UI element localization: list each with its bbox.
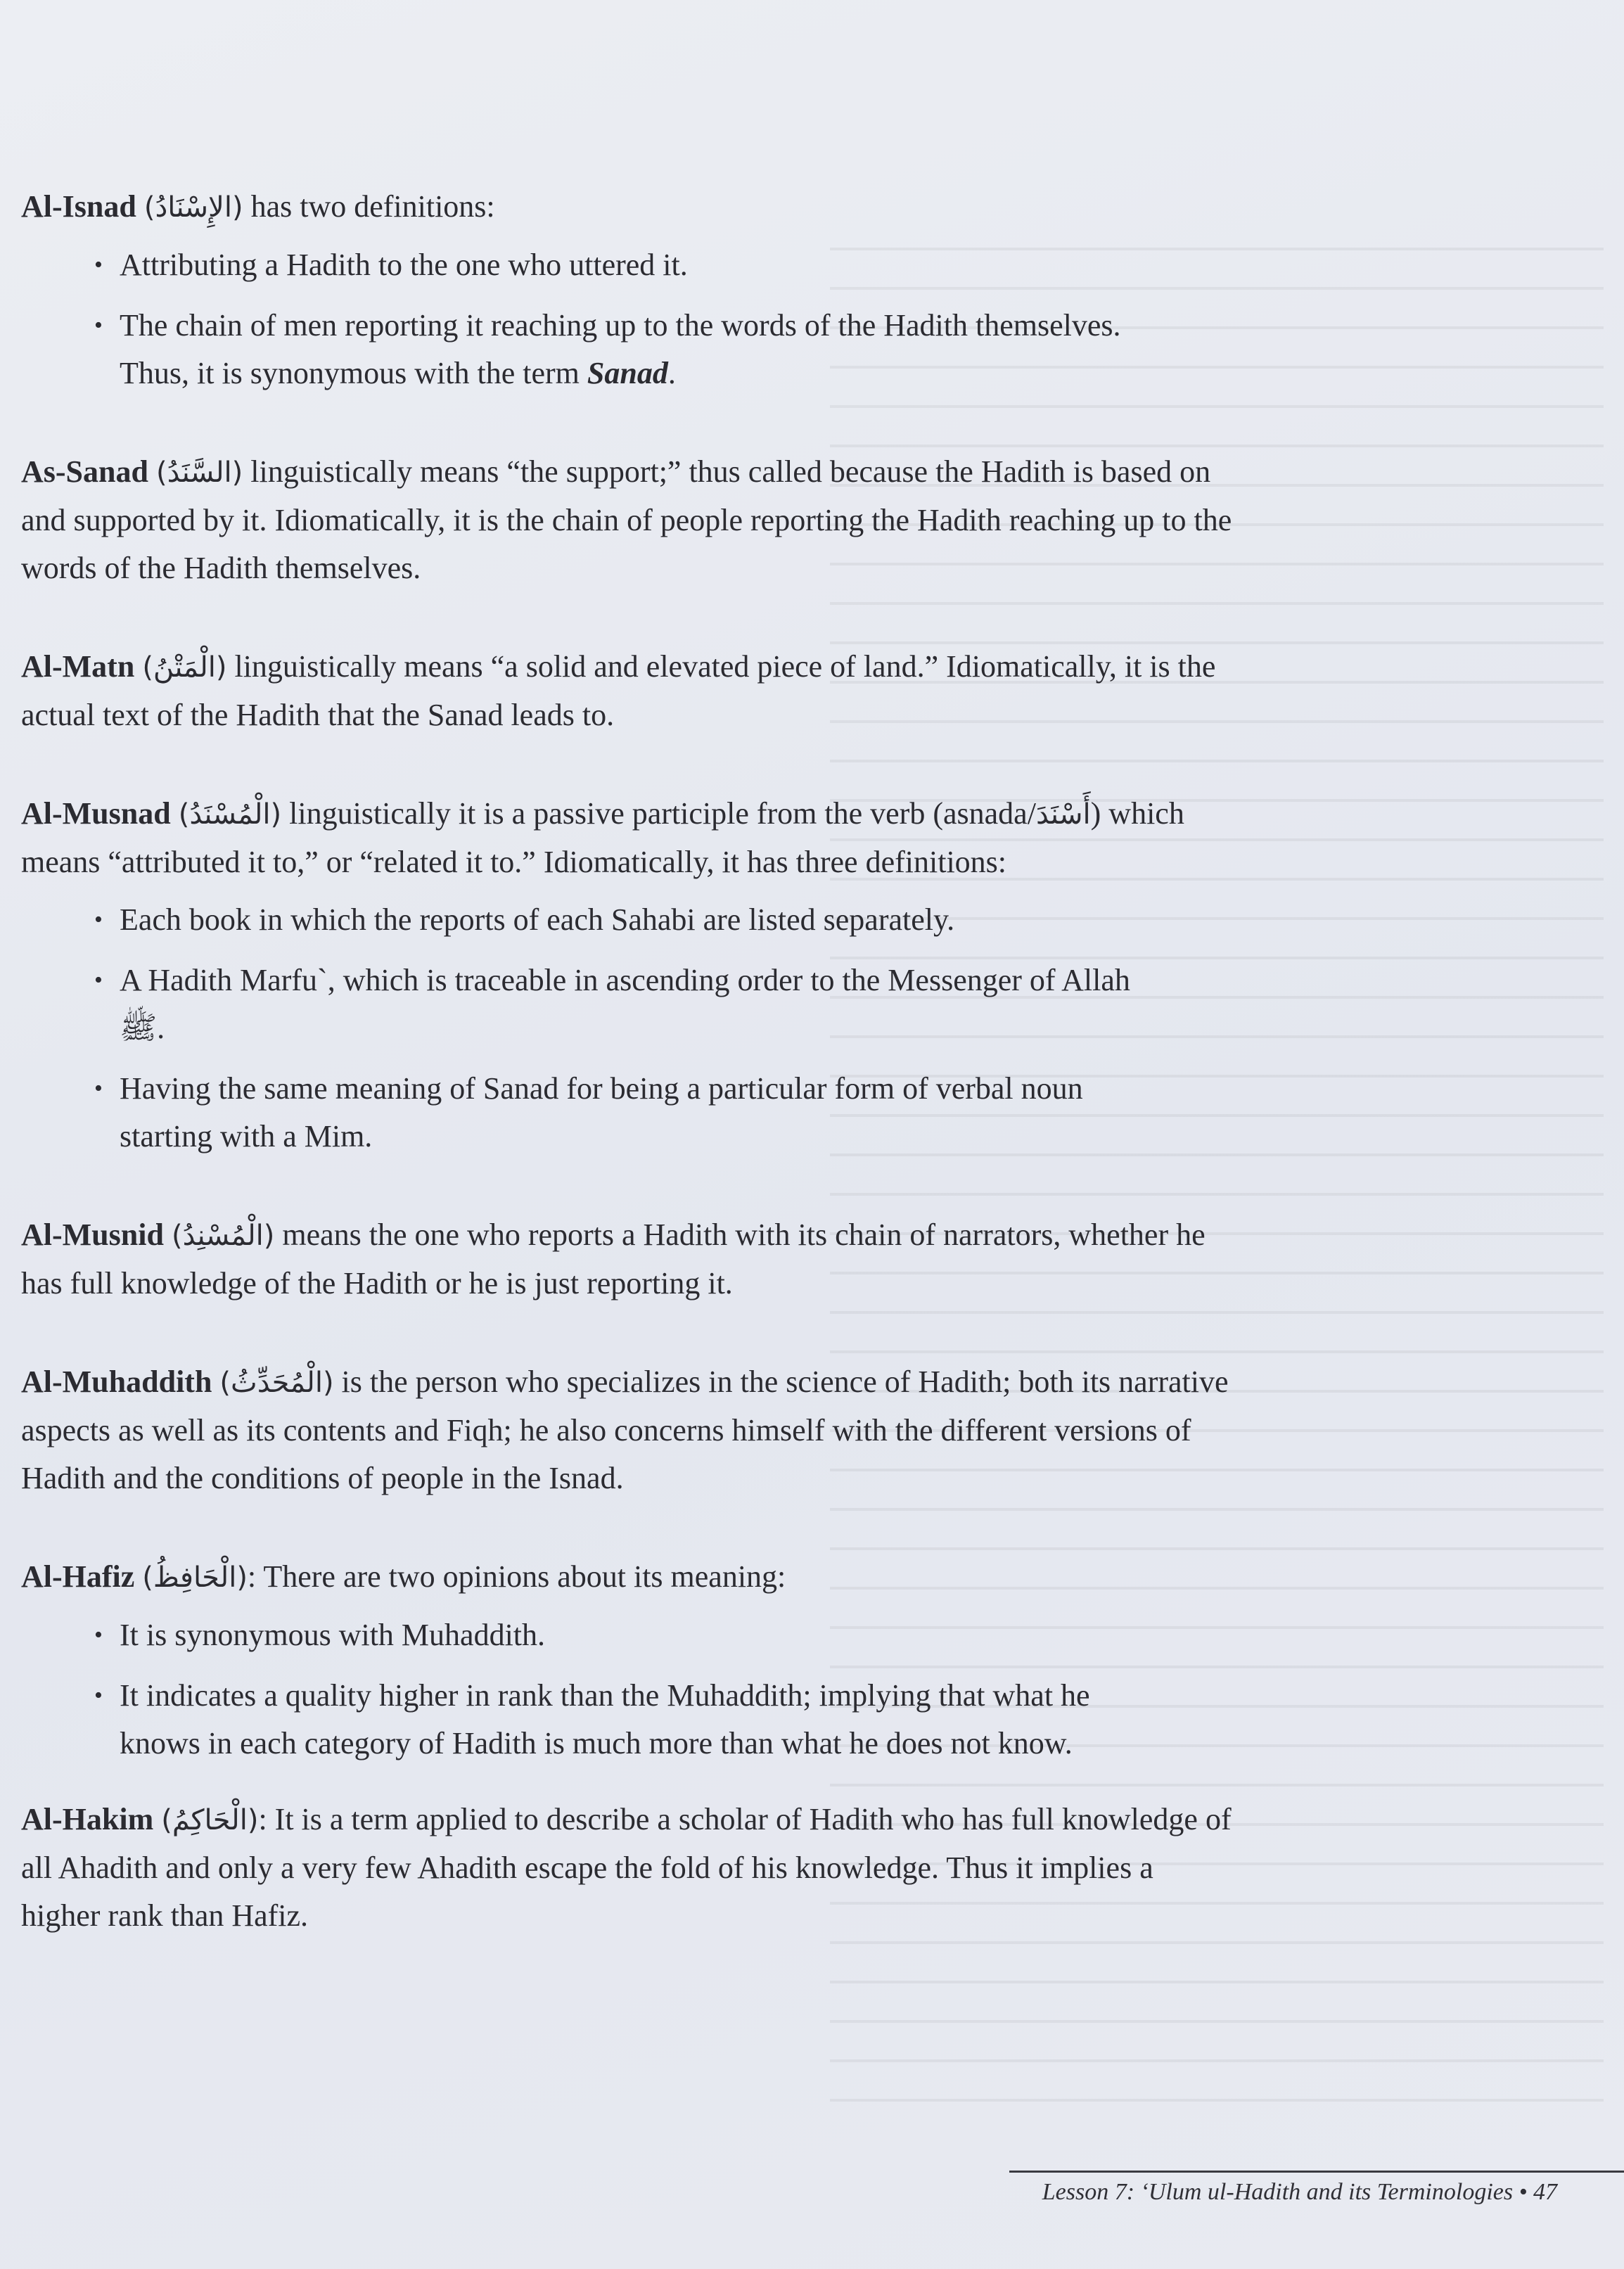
definition-text: means the one who reports a Hadith with its chain of narrators, whether he has full knowledge of the Hadith or he is just reporting it. — [21, 1217, 1206, 1300]
bullet-text: The chain of men reporting it reaching up to the words of the Hadith themselves. Thus, it is synonymous with the term — [120, 308, 1121, 390]
entry-sanad — [21, 448, 1238, 592]
hafiz-definition — [21, 1553, 1238, 1602]
bullet-end: . — [667, 356, 676, 390]
term-heading: Al-Muhaddith — [21, 1364, 212, 1399]
term-heading: As-Sanad — [21, 454, 148, 489]
list-item — [120, 1065, 1238, 1161]
term-heading: Al-Isnad — [21, 189, 136, 224]
definition-text: linguistically means “a solid and elevated piece of land.” Idiomatically, it is the actual text of the Hadith that the Sanad leads to. — [21, 649, 1216, 732]
definition-text: : There are two opinions about its meaning: — [247, 1559, 786, 1594]
page-footer: Lesson 7: ‘Ulum ul-Hadith and its Terminologies • 47 — [1042, 2179, 1557, 2205]
term-heading: Al-Hafiz — [21, 1559, 135, 1594]
footer-divider — [1009, 2171, 1624, 2173]
page-body — [21, 183, 1238, 1990]
definition-text: has two definitions: — [243, 189, 495, 224]
definition-text-continued: ) which means “attributed it to,” or “related it to.” Idiomatically, it has three definitions: — [21, 796, 1184, 879]
hakim-definition — [21, 1796, 1238, 1940]
muhaddith-definition — [21, 1358, 1238, 1502]
term-heading: Al-Matn — [21, 649, 135, 684]
entry-isnad — [21, 183, 1238, 397]
bullet-text: Attributing a Hadith to the one who uttered it. — [120, 248, 688, 282]
bullet-text: Each book in which the reports of each Sahabi are listed separately. — [120, 902, 955, 937]
list-item — [120, 1611, 1238, 1659]
list-item — [120, 302, 1238, 397]
list-item — [120, 241, 1238, 289]
entry-hafiz — [21, 1553, 1238, 1768]
musnid-definition — [21, 1211, 1238, 1308]
entry-muhaddith — [21, 1358, 1238, 1502]
arabic-term: (الإِسْنَادُ) — [143, 191, 243, 224]
arabic-term: (السَّنَدُ) — [155, 456, 243, 489]
arabic-term: (الْحَافِظُ) — [142, 1561, 248, 1594]
definition-text: linguistically means “the support;” thus called because the Hadith is based on and supported by it. Idiomatically, it is the chain of people reporting the Hadith reaching up to the words of the Hadith themselves. — [21, 454, 1232, 585]
definition-text: linguistically it is a passive participle from the verb (asnada/ — [281, 796, 1036, 831]
term-heading: Al-Hakim — [21, 1802, 154, 1836]
list-item — [120, 896, 1238, 944]
bullet-text: Having the same meaning of Sanad for being a particular form of verbal noun starting with a Mim. — [120, 1071, 1083, 1153]
term-heading: Al-Musnad — [21, 796, 171, 831]
term-heading: Al-Musnid — [21, 1217, 164, 1252]
musnad-definition — [21, 790, 1238, 886]
matn-definition — [21, 643, 1238, 739]
sanad-definition — [21, 448, 1238, 592]
bullet-text: A Hadith Marfu`, which is traceable in ascending order to the Messenger of Allah ﷺ. — [120, 963, 1130, 1045]
isnad-definition — [21, 183, 1238, 231]
emphasis-term: Sanad — [587, 356, 668, 390]
entry-hakim — [21, 1796, 1238, 1940]
arabic-term: (الْحَاكِمُ) — [161, 1804, 259, 1836]
list-item — [120, 1672, 1238, 1768]
entry-musnid — [21, 1211, 1238, 1308]
arabic-term: (الْمَتْنُ) — [142, 651, 227, 684]
arabic-term: (الْمُسْنِدُ) — [171, 1220, 275, 1252]
musnad-bullet-list — [21, 896, 1238, 1161]
arabic-term: (الْمُحَدِّثُ) — [219, 1367, 334, 1399]
bullet-text: It indicates a quality higher in rank than the Muhaddith; implying that what he knows in each category of Hadith is much more than what he does not know. — [120, 1678, 1090, 1760]
definition-text: is the person who specializes in the science of Hadith; both its narrative aspects as well as its contents and Fiqh; he also concerns himself with the different versions of Hadith and the conditions of people in the Isnad. — [21, 1364, 1229, 1495]
bullet-text: It is synonymous with Muhaddith. — [120, 1618, 546, 1652]
list-item — [120, 957, 1238, 1052]
isnad-bullet-list — [21, 241, 1238, 397]
entry-musnad — [21, 790, 1238, 1161]
hafiz-bullet-list — [21, 1611, 1238, 1768]
verb-arabic: أَسْنَدَ — [1035, 798, 1091, 831]
definition-text: : It is a term applied to describe a scholar of Hadith who has full knowledge of all Ahadith and only a very few Ahadith escape the fold of his knowledge. Thus it implies a higher rank than Hafiz. — [21, 1802, 1232, 1933]
arabic-term: (الْمُسْنَدُ) — [178, 798, 282, 831]
entry-matn — [21, 643, 1238, 739]
